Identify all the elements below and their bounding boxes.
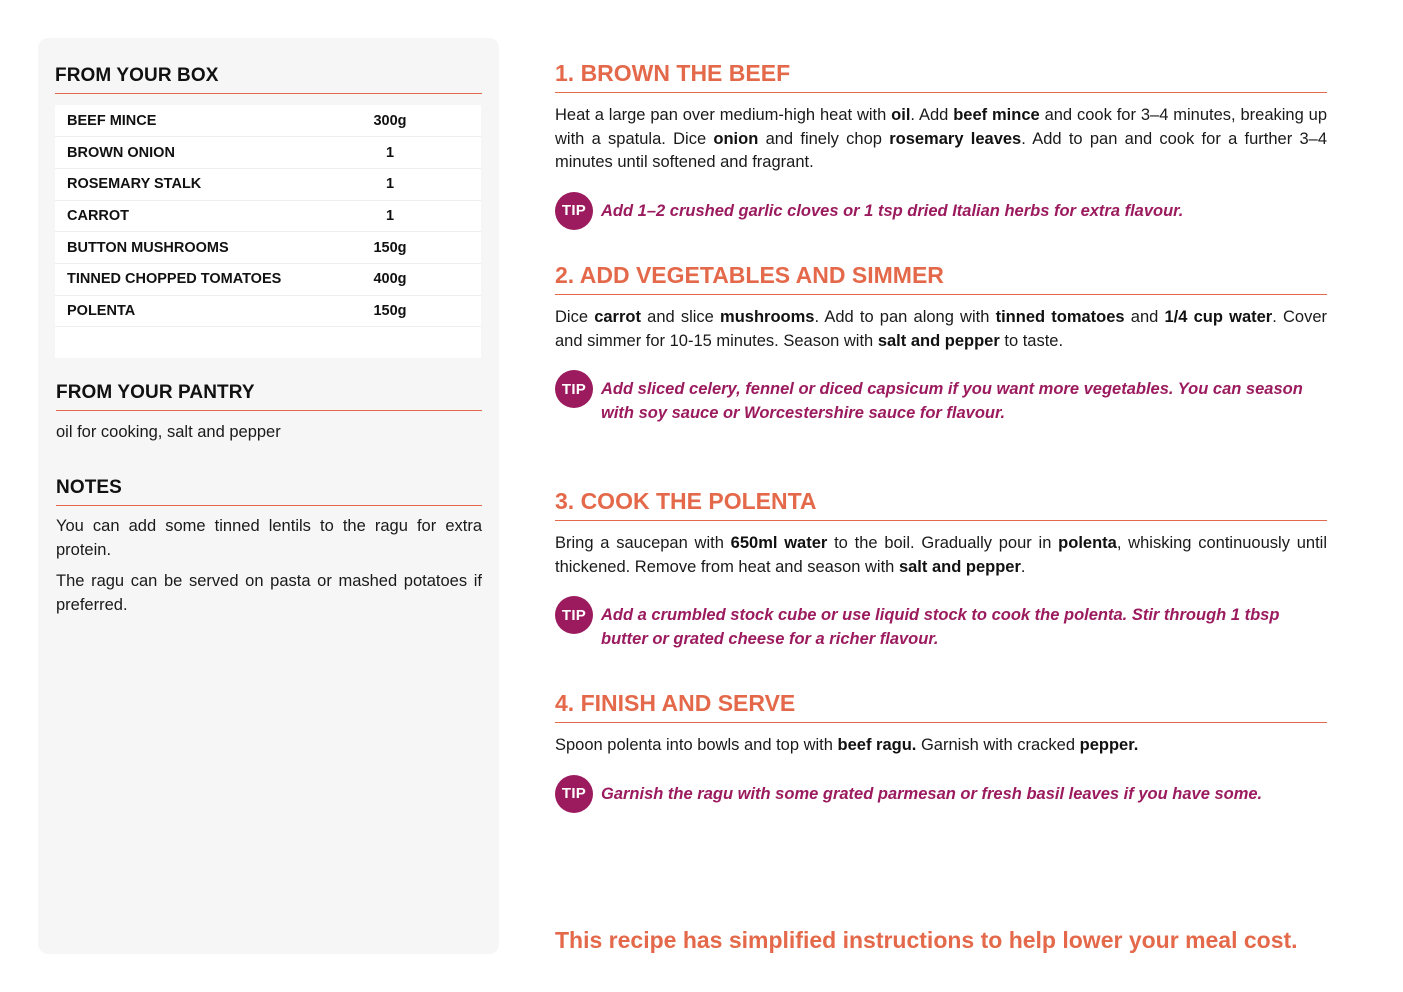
step-2 bbox=[555, 262, 1327, 425]
footer-note: This recipe has simplified instructions to help lower your meal cost. bbox=[555, 927, 1298, 953]
step-4 bbox=[555, 690, 1327, 813]
step-title: 2. ADD VEGETABLES AND SIMMER bbox=[555, 262, 1327, 295]
ingredient-qty: 400g bbox=[373, 271, 407, 288]
tip bbox=[555, 192, 1327, 230]
ingredient-row bbox=[55, 232, 481, 264]
ingredient-qty: 1 bbox=[385, 176, 395, 193]
step-title: 4. FINISH AND SERVE bbox=[555, 690, 1327, 723]
notes-heading: NOTES bbox=[56, 477, 482, 506]
tip-text: Add 1–2 crushed garlic cloves or 1 tsp dried Italian herbs for extra flavour. bbox=[601, 201, 1184, 220]
bold-ingredient: polenta bbox=[1058, 534, 1117, 552]
ingredient-name: BROWN ONION bbox=[67, 144, 175, 161]
bold-ingredient: pepper. bbox=[1079, 736, 1139, 754]
bold-ingredient: beef mince bbox=[953, 106, 1040, 124]
tip-badge: TIP bbox=[555, 192, 593, 230]
bold-ingredient: onion bbox=[713, 129, 759, 148]
from-your-pantry-heading: FROM YOUR PANTRY bbox=[56, 382, 482, 411]
bold-ingredient: salt and pepper bbox=[877, 331, 1000, 350]
ingredient-row bbox=[55, 168, 481, 200]
ingredient-qty: 1 bbox=[385, 144, 395, 161]
tip bbox=[555, 596, 1327, 651]
ingredient-name: TINNED CHOPPED TOMATOES bbox=[67, 271, 282, 288]
step-body: Dice carrot and slice mushrooms. Add to pan along with tinned tomatoes and 1/4 cup water. Cover and simmer for 10-15 minutes. Season with salt and pepper to taste. bbox=[555, 308, 1327, 350]
ingredient-qty: 150g bbox=[373, 302, 407, 319]
note-paragraph: You can add some tinned lentils to the ragu for extra protein. bbox=[56, 517, 482, 559]
pantry-text: oil for cooking, salt and pepper bbox=[56, 422, 281, 441]
ingredient-row bbox=[55, 105, 481, 137]
bold-ingredient: 650ml water bbox=[730, 534, 828, 552]
bold-ingredient: salt and pepper bbox=[898, 557, 1021, 576]
tip-text: Add sliced celery, fennel or diced capsicum if you want more vegetables. You can season with soy sauce or Worcestershire sauce for flavour. bbox=[601, 380, 1303, 422]
tip bbox=[555, 370, 1327, 425]
bold-ingredient: 1/4 cup water bbox=[1164, 308, 1273, 326]
bold-ingredient: tinned tomatoes bbox=[995, 308, 1125, 326]
ingredient-row bbox=[55, 263, 481, 295]
from-your-box-heading: FROM YOUR BOX bbox=[55, 65, 482, 94]
table-spacer-row bbox=[55, 327, 481, 358]
tip-badge: TIP bbox=[555, 775, 593, 813]
step-body: Heat a large pan over medium-high heat with oil. Add beef mince and cook for 3–4 minutes, breaking up with a spatula. Dice onion and finely chop rosemary leaves. Add to pan and cook for a further 3–4 minutes until softened and fragrant. bbox=[555, 106, 1328, 171]
ingredients-table bbox=[55, 105, 481, 358]
ingredient-row bbox=[55, 200, 481, 232]
note-paragraph: The ragu can be served on pasta or mashed potatoes if preferred. bbox=[56, 572, 482, 614]
step-title: 1. BROWN THE BEEF bbox=[555, 60, 1327, 93]
step-1 bbox=[555, 60, 1327, 230]
ingredient-name: ROSEMARY STALK bbox=[67, 176, 202, 193]
tip bbox=[555, 775, 1327, 813]
bold-ingredient: oil bbox=[891, 106, 911, 124]
step-title: 3. COOK THE POLENTA bbox=[555, 488, 1327, 521]
tip-badge: TIP bbox=[555, 596, 593, 634]
tip-text: Garnish the ragu with some grated parmesan or fresh basil leaves if you have some. bbox=[601, 784, 1263, 803]
step-3 bbox=[555, 488, 1327, 651]
ingredient-row bbox=[55, 295, 481, 327]
step-body: Bring a saucepan with 650ml water to the boil. Gradually pour in polenta, whisking continuously until thickened. Remove from heat and season with salt and pepper. bbox=[555, 534, 1327, 576]
tip-badge: TIP bbox=[555, 370, 593, 408]
bold-ingredient: mushrooms bbox=[720, 308, 815, 326]
ingredient-qty: 1 bbox=[385, 207, 395, 224]
ingredient-qty: 300g bbox=[373, 112, 407, 129]
ingredient-name: BUTTON MUSHROOMS bbox=[67, 239, 229, 256]
bold-ingredient: rosemary leaves bbox=[889, 129, 1022, 148]
ingredient-qty: 150g bbox=[373, 239, 407, 256]
bold-ingredient: beef ragu. bbox=[837, 736, 917, 754]
step-body: Spoon polenta into bowls and top with beef ragu. Garnish with cracked pepper. bbox=[555, 736, 1139, 754]
tip-text: Add a crumbled stock cube or use liquid stock to cook the polenta. Stir through 1 tbsp butter or grated cheese for a richer flavour. bbox=[601, 606, 1280, 648]
ingredient-row bbox=[55, 137, 481, 169]
ingredient-name: POLENTA bbox=[67, 302, 136, 319]
ingredient-name: BEEF MINCE bbox=[67, 112, 157, 129]
ingredients-panel bbox=[38, 38, 499, 954]
ingredient-name: CARROT bbox=[67, 207, 130, 224]
bold-ingredient: carrot bbox=[594, 308, 641, 326]
